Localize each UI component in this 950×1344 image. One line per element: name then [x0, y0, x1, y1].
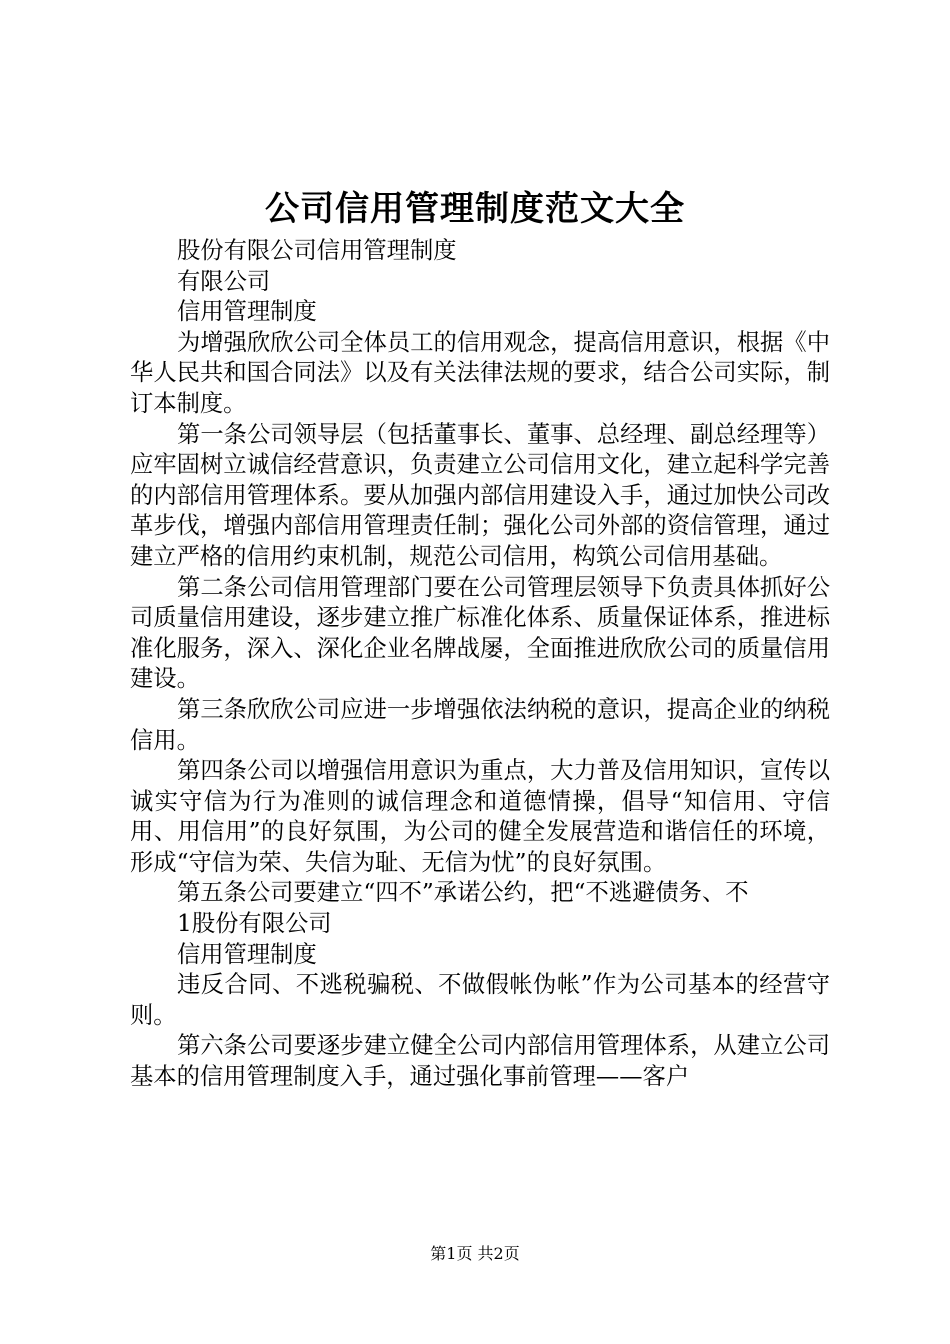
page-footer: 第1页 共2页 [430, 1244, 520, 1263]
paragraph: 为增强欣欣公司全体员工的信用观念，提高信用意识，根据《中华人民共和国合同法》以及有关法律法规的要求，结合公司实际，制订本制度。 [130, 328, 830, 417]
page-break-header: 1股份有限公司 [177, 910, 332, 938]
page-break-subheader: 信用管理制度 [177, 940, 317, 968]
document-title: 公司信用管理制度范文大全 [265, 189, 685, 229]
paragraph: 第三条欣欣公司应进一步增强依法纳税的意识，提高企业的纳税信用。 [130, 695, 830, 754]
paragraph: 第二条公司信用管理部门要在公司管理层领导下负责具体抓好公司质量信用建设，逐步建立推广标准化体系、质量保证体系，推进标准化服务，深入、深化企业名牌战屡，全面推进欣欣公司的质量信用建设。 [130, 573, 830, 693]
document-body [130, 236, 830, 1093]
paragraph: 有限公司 [177, 267, 271, 295]
paragraph: 第一条公司领导层（包括董事长、董事、总经理、副总经理等）应牢固树立诚信经营意识，负责建立公司信用文化，建立起科学完善的内部信用管理体系。要从加强内部信用建设入手，通过加快公司改革步伐，增强内部信用管理责任制；强化公司外部的资信管理，通过建立严格的信用约束机制，规范公司信用，构筑公司信用基础。 [130, 420, 830, 570]
paragraph: 股份有限公司信用管理制度 [177, 237, 457, 264]
paragraph: 信用管理制度 [177, 298, 317, 326]
paragraph: 第六条公司要逐步建立健全公司内部信用管理体系，从建立公司基本的信用管理制度入手，通过强化事前管理——客户 [130, 1032, 830, 1091]
paragraph: 第四条公司以增强信用意识为重点，大力普及信用知识，宣传以诚实守信为行为准则的诚信理念和道德情操，倡导“知信用、守信用、用信用”的良好氛围，为公司的健全发展营造和谐信任的环境，形成“守信为荣、失信为耻、无信为忧”的良好氛围。 [130, 757, 830, 876]
paragraph: 第五条公司要建立“四不”承诺公约，把“不逃避债务、不 [177, 879, 749, 907]
paragraph: 违反合同、不逃税骗税、不做假帐伪帐”作为公司基本的经营守则。 [130, 971, 830, 1029]
